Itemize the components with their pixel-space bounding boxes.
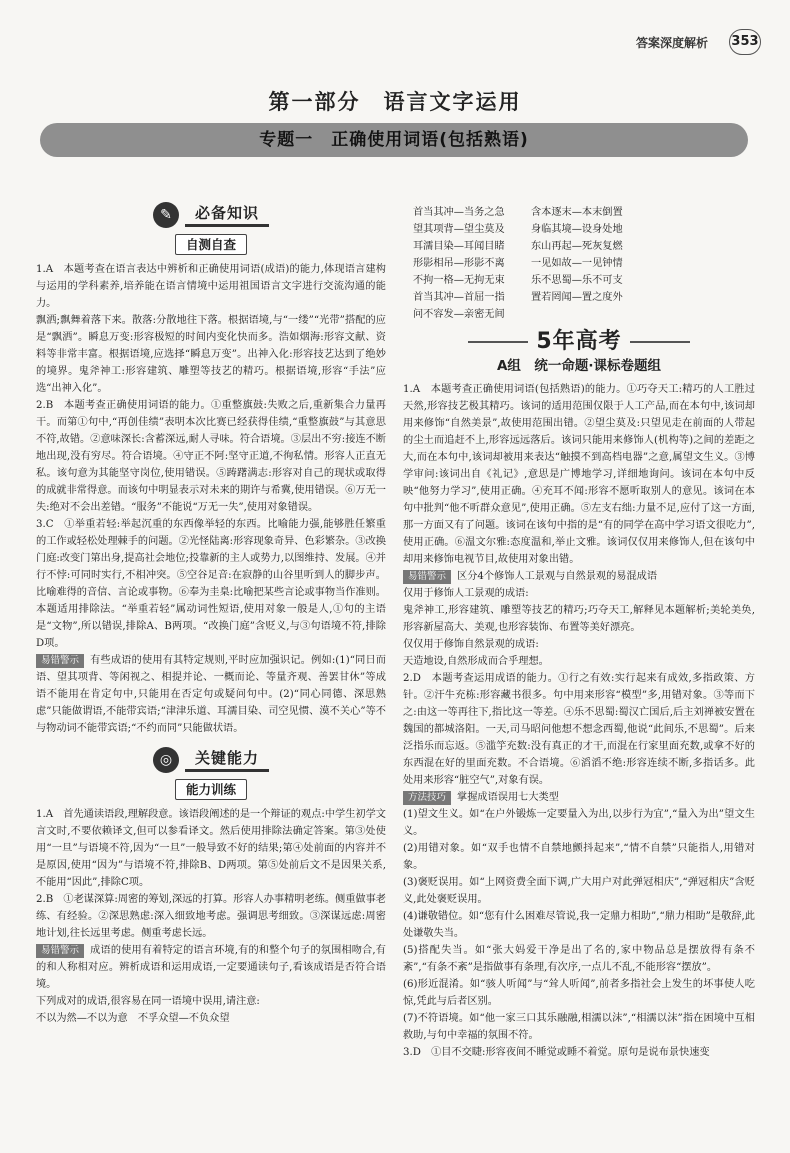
answer-paragraph: 2.D 本题考查运用成语的能力。①行之有效:实行起来有成效,多指政策、方针。②汗牛充栋:形容藏书很多。句中用来形容“模型”多,用错对象。③等而下之:由这一等再往下,指比这一等差。④乐不思蜀:蜀汉亡国后,后主刘禅被安置在魏国的都城洛阳。一天,司马昭问他想不想念西蜀,他说“此间乐,不思蜀”。后来泛指乐而忘返。⑤滥竽充数:没有真正的才干,而混在行家里面充数,或拿不好的东西混在好的里面充数。不合语境。⑥滔滔不绝:形容连续不断,多指话多。此处用来形容“脏空气”,对象有误。 bbox=[403, 673, 755, 786]
answer-paragraph: 2.B 本题考查正确使用词语的能力。①重整旗鼓:失败之后,重新集合力量再干。而第①句中,“再创佳绩”表明本次比赛已经获得佳绩,“重整旗鼓”与其意思不符,故错。②意味深长:含蓄深远,耐人寻味。符合语境。③层出不穷:接连不断地出现,没有穷尽。符合语境。④守正不阿:坚守正道,不徇私情。形容人正直无私。该句意为其能坚守岗位,使用错误。⑤踌躇满志:形容对自己的现状或取得的成就非常得意。而该句中明显表示对未来的期许与希冀,使用错误。⑥万无一失:绝对不会出差错。“服务”不能说“万无一失”,使用对象错误。 bbox=[36, 400, 386, 513]
idiom: 形影相吊—形影不离 bbox=[413, 258, 505, 269]
note-line: 鬼斧神工,形容建筑、雕塑等技艺的精巧;巧夺天工,解释见本题解析;美轮美奂,形容新屋高大、美观,也形容装饰、布置等美好漂亮。 bbox=[403, 605, 755, 633]
idiom-row bbox=[413, 204, 755, 221]
warning-tag: 易错警示 bbox=[403, 570, 451, 584]
answer-paragraph: 3.C ①举重若轻:举起沉重的东西像举轻的东西。比喻能力强,能够胜任繁重的工作或轻松处理棘手的问题。②光怪陆离:形容现象奇异、色彩繁杂。③改换门庭:改变门第出身,提高社会地位;投靠新的主人或势力,以图维持、发展。④并行不悖:可同时实行,不相冲突。⑤空谷足音:在寂静的山谷里听到人的脚步声。比喻难得的音信、言论或事物。⑥奉为圭臬:比喻把某些言论或事物当作准则。本题适用排除法。“举重若轻”属动词性短语,使用对象一般是人,①句的主语是“文物”,所以错误,排除A、B两项。“改换门庭”含贬义,与③句语境不符,排除D项。 bbox=[36, 519, 386, 649]
tip-item: (6)形近混淆。如“骇人听闻”与“耸人听闻”,前者多指社会上发生的坏事使人吃惊,凭此与后者区别。 bbox=[403, 979, 755, 1007]
idiom: 首当其冲—当务之急 bbox=[413, 207, 505, 218]
warning-text: 区分4个修饰人工景观与自然景观的易混成语 bbox=[457, 571, 658, 582]
tip-item: (2)用错对象。如“双手也情不自禁地颤抖起来”,“情不自禁”只能指人,用错对象。 bbox=[403, 843, 755, 871]
five-year-header bbox=[403, 329, 755, 354]
idiom-row bbox=[413, 289, 755, 306]
warning-tag: 易错警示 bbox=[36, 654, 84, 668]
idiom: 含本逐末—本末倒置 bbox=[531, 207, 623, 218]
tip-item: (4)谦敬错位。如“您有什么困难尽管说,我一定鼎力相助”,“鼎力相助”是敬辞,此处谦敬失当。 bbox=[403, 911, 755, 939]
tips-tag: 方法技巧 bbox=[403, 791, 451, 805]
section-title: 必备知识 bbox=[185, 203, 269, 227]
answer-paragraph: 飘洒;飘舞着落下来。散落:分散地往下落。根据语境,与“一缕”“光带”搭配的应是“飘洒”。瞬息万变:形容极短的时间内变化快而多。浩如烟海:形容文献、资料等非常丰富。根据语境,应选择“瞬息万变”。出神入化:形容技艺达到了绝妙的境界。鬼斧神工:形容建筑、雕塑等技艺的精巧。根据语境,形容“手法”应选“出神入化”。 bbox=[36, 315, 386, 394]
idiom-pairs: 不以为然—不以为意 不孚众望—不负众望 bbox=[36, 1013, 230, 1024]
idiom: 望其项背—望尘莫及 bbox=[413, 224, 505, 235]
left-column bbox=[36, 198, 386, 1027]
answer-paragraph: 1.A 本题考查在语言表达中辨析和正确使用词语(成语)的能力,体现语言建构与运用的学科素养,培养能在语言情境中运用祖国语言文字进行交流沟通的能力。 bbox=[36, 264, 386, 309]
topic-title: 专题一 正确使用词语(包括熟语) bbox=[259, 130, 529, 150]
answer-paragraph: 1.A 首先通读语段,理解段意。该语段阐述的是一个辩证的观点:中学生初学文言文时,不要依赖译文,但可以参看译文。然后使用排除法确定答案。第③处使用“一旦”与语境不符,因为“一旦”一般导致不好的结果;第④处前面的内容并不是原因,使用“因为”与语境不符,排除B、D两项。第⑤处前后文不是因果关系,不能用“因此”,排除C项。 bbox=[36, 809, 386, 888]
tips-block bbox=[403, 789, 755, 806]
note-line: 下列成对的成语,很容易在同一语境中误用,请注意: bbox=[36, 996, 260, 1007]
warning-text: 有些成语的使用有其特定规则,平时应加强识记。例如:(1)“同日而语、望其项背、等闲视之、相提并论、一概而论、等量齐观、善罢甘休”等成语不能用在肯定句中,只能用在否定句或疑问句中。(2)“同心同德、深思熟虑”只能做谓语,不能带宾语;“津津乐道、耳濡目染、司空见惯、漠不关心”等不与物动词不能带宾语;“不约而同”只能做状语。 bbox=[36, 655, 386, 734]
idiom: 首当其冲—首屈一指 bbox=[413, 292, 505, 303]
note-line: 仅仅用于修饰自然景观的成语: bbox=[403, 639, 539, 650]
warning-block bbox=[36, 942, 386, 993]
tip-item: (1)望文生义。如“在户外锻炼一定要量入为出,以步行为宜”,“量入为出”望文生义。 bbox=[403, 809, 755, 837]
idiom-row bbox=[413, 272, 755, 289]
section-header-ability bbox=[36, 747, 386, 773]
right-column bbox=[403, 204, 755, 1061]
idiom: 身临其境—设身处地 bbox=[531, 224, 623, 235]
group-title: A组 统一命题·课标卷题组 bbox=[496, 358, 662, 374]
topic-bar bbox=[40, 123, 748, 157]
warning-text: 成语的使用有着特定的语言环境,有的和整个句子的氛围相吻合,有的和人称相对应。辨析成语和运用成语,一定要通读句子,看该成语是否符合语境。 bbox=[36, 945, 386, 990]
warning-tag: 易错警示 bbox=[36, 944, 84, 958]
idiom-row bbox=[413, 306, 755, 323]
part-title: 第一部分 语言文字运用 bbox=[268, 90, 522, 114]
target-icon: ◎ bbox=[153, 747, 179, 773]
five-year-title: 5年高考 bbox=[536, 329, 622, 354]
section-header-knowledge bbox=[36, 202, 386, 228]
idiom: 不拘一格—无拘无束 bbox=[413, 275, 505, 286]
pen-icon: ✎ bbox=[153, 202, 179, 228]
idiom: 问不容发—亲密无间 bbox=[413, 309, 505, 320]
divider bbox=[468, 341, 528, 343]
answer-paragraph: 1.A 本题考查正确使用词语(包括熟语)的能力。①巧夺天工:精巧的人工胜过天然,形容技艺极其精巧。该词的适用范围仅限于人工产品,而在本句中,该词却用来修饰“自然美景”,故使用范围出错。②望尘莫及:只望见走在前面的人带起的尘土而追赶不上,形容远远落后。该词只能用来修饰人(机构等)之间的差距之大,而在本句中,该词却被用来表达“触摸不到高档电器”之意,属望文生义。③博学审问:该词出自《礼记》,意思是广博地学习,详细地询问。该词在本句中反映“他努力学习”,使用正确。④充耳不闻:形容不愿听取别人的意见。该词在本句中批判“他不听群众意见”,使用正确。⑤左支右绌:力量不足,应付了这一方面,那一方面又有了问题。该词在该句中指的是“有的同学在高中学习语文很吃力”,使用正确。⑥温文尔雅:态度温和,举止文雅。该词仅仅用来修饰人,但在该句中却用来修饰电视节目,故使用对象出错。 bbox=[403, 384, 755, 565]
divider bbox=[630, 341, 690, 343]
idiom-list bbox=[413, 204, 755, 323]
header-label: 答案深度解析 bbox=[636, 36, 709, 50]
warning-block bbox=[403, 568, 755, 585]
idiom: 耳濡目染—耳闻目睹 bbox=[413, 241, 505, 252]
tip-item: (7)不符语境。如“他一家三口其乐融融,相濡以沫”,“相濡以沫”指在困境中互相救助,与句中幸福的氛围不符。 bbox=[403, 1013, 755, 1041]
idiom: 乐不思蜀—乐不可支 bbox=[531, 275, 623, 286]
page-number: 353 bbox=[729, 29, 761, 55]
idiom bbox=[531, 306, 649, 323]
note-line: 仅用于修饰人工景观的成语: bbox=[403, 588, 529, 599]
subsection-title: 自测自查 bbox=[175, 234, 247, 255]
tips-heading: 掌握成语误用七大类型 bbox=[457, 792, 559, 803]
answer-paragraph: 2.B ①老谋深算:周密的筹划,深远的打算。形容人办事精明老练。侧重做事老练、有经验。②深思熟虑:深入细致地考虑。强调思考细致。③深谋远虑:周密地计划,往长远里考虑。侧重考虑长远。 bbox=[36, 894, 386, 939]
idiom-row bbox=[413, 255, 755, 272]
answer-paragraph: 3.D ①目不交睫:形容夜间不睡觉或睡不着觉。原句是说布景快速变 bbox=[403, 1047, 710, 1058]
warning-block bbox=[36, 652, 386, 737]
idiom-row bbox=[413, 221, 755, 238]
idiom: 置若罔闻—置之度外 bbox=[531, 292, 623, 303]
tip-item: (5)搭配失当。如“张大妈爱干净是出了名的,家中物品总是摆放得有条不紊”,“有条不紊”是指做事有条理,有次序,一点儿不乱,不能形容“摆放”。 bbox=[403, 945, 755, 973]
tip-item: (3)褒贬误用。如“上网资费全面下调,广大用户对此弹冠相庆”,“弹冠相庆”含贬义,此处褒贬误用。 bbox=[403, 877, 755, 905]
idiom: 东山再起—死灰复燃 bbox=[531, 241, 623, 252]
idiom-row bbox=[413, 238, 755, 255]
subsection-title: 能力训练 bbox=[175, 779, 247, 800]
note-line: 天造地设,自然形成而合乎理想。 bbox=[403, 656, 549, 667]
section-title: 关键能力 bbox=[185, 748, 269, 772]
idiom: 一见如故—一见钟情 bbox=[531, 258, 623, 269]
